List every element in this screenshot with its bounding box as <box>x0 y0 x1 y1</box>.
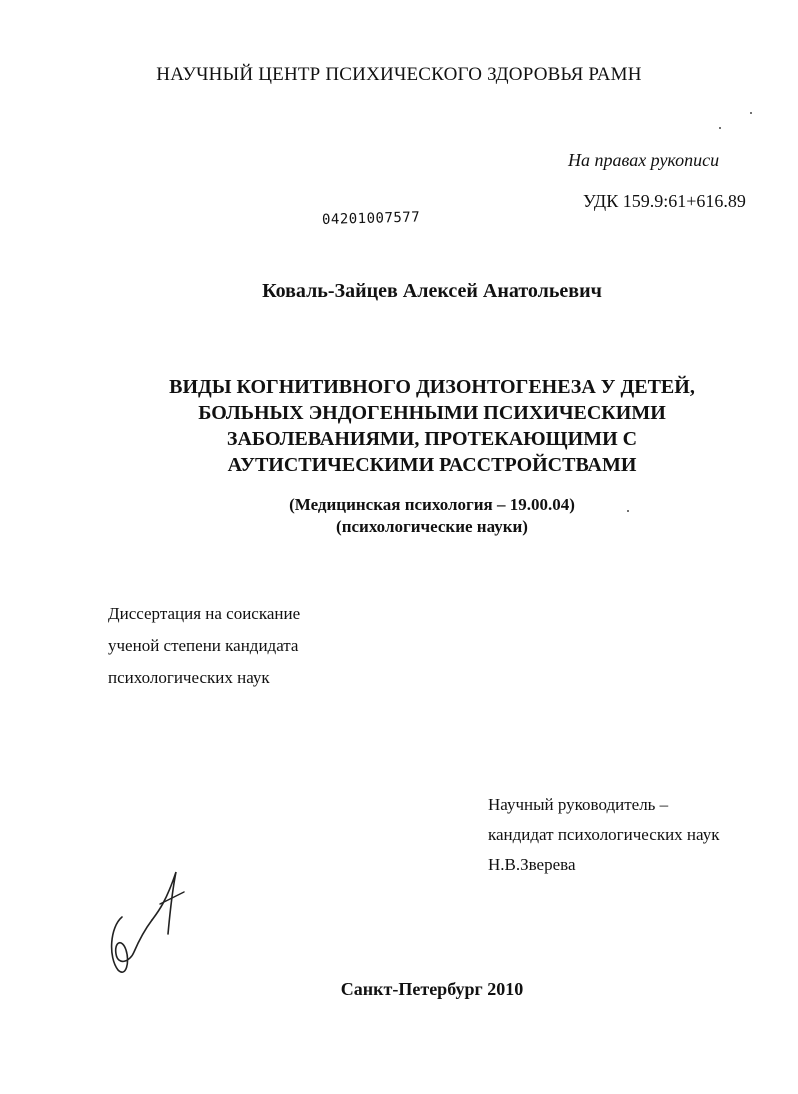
supervisor-role: Научный руководитель – <box>488 795 669 814</box>
city-year: Санкт-Петербург 2010 <box>340 979 524 999</box>
specialty-field: (психологические науки) <box>336 517 528 536</box>
title-line: БОЛЬНЫХ ЭНДОГЕННЫМИ ПСИХИЧЕСКИМИ <box>198 402 666 424</box>
degree-line: ученой степени кандидата <box>108 636 299 655</box>
signature-mark <box>100 862 200 982</box>
title-line: ЗАБОЛЕВАНИЯМИ, ПРОТЕКАЮЩИМИ С <box>226 428 638 450</box>
archive-stamp-number: 04201007577 <box>321 209 421 228</box>
institution-name: НАУЧНЫЙ ЦЕНТР ПСИХИЧЕСКОГО ЗДОРОВЬЯ РАМН <box>156 64 642 85</box>
supervisor-block <box>488 790 719 880</box>
specialty <box>0 494 798 538</box>
title-line: АУТИСТИЧЕСКИМИ РАССТРОЙСТВАМИ <box>227 454 637 476</box>
speck <box>719 127 721 129</box>
rights-note: На правах рукописи <box>568 150 720 170</box>
specialty-code: (Медицинская психология – 19.00.04) <box>289 495 575 514</box>
author-name: Коваль-Зайцев Алексей Анатольевич <box>262 280 602 302</box>
dissertation-title <box>110 374 754 478</box>
degree-line: психологических наук <box>108 668 270 687</box>
supervisor-name: Н.В.Зверева <box>488 855 576 874</box>
title-line: ВИДЫ КОГНИТИВНОГО ДИЗОНТОГЕНЕЗА У ДЕТЕЙ, <box>169 376 695 398</box>
supervisor-degree: кандидат психологических наук <box>488 825 720 844</box>
speck <box>750 112 752 114</box>
degree-line: Диссертация на соискание <box>108 604 301 623</box>
udk-code: УДК 159.9:61+616.89 <box>583 191 746 211</box>
speck <box>627 510 629 512</box>
dissertation-degree <box>108 598 300 694</box>
